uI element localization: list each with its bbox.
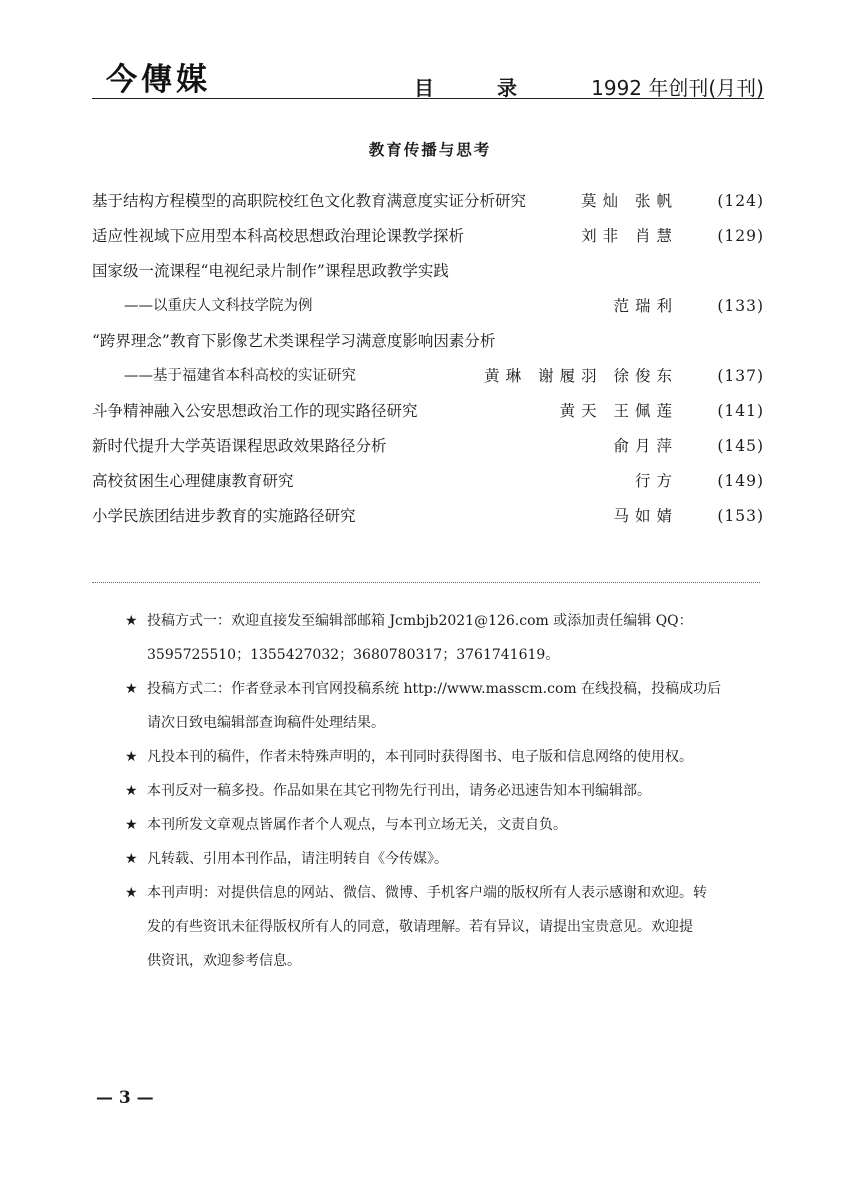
- article-subtitle-row: [92, 289, 764, 324]
- notice-item: [125, 672, 745, 740]
- notice-item: [125, 876, 745, 978]
- star-icon: ★: [125, 749, 138, 765]
- article-authors: 俞月萍: [613, 437, 678, 455]
- article-page: (133): [717, 297, 764, 315]
- article-page: (153): [717, 507, 764, 525]
- article-title: 国家级一流课程“电视纪录片制作”课程思政教学实践: [92, 262, 449, 280]
- notice-list: [125, 604, 745, 978]
- notice-line: 请次日致电编辑部查询稿件处理结果。: [147, 715, 385, 731]
- article-page: (137): [717, 367, 764, 385]
- notice-line: 本刊反对一稿多投。作品如果在其它刊物先行刊出，请务必迅速告知本刊编辑部。: [147, 783, 651, 799]
- article-page: (124): [717, 192, 764, 210]
- article-subtitle-row: [92, 359, 764, 394]
- star-icon: ★: [125, 851, 138, 867]
- article-row[interactable]: [92, 464, 764, 499]
- notice-line: 本刊声明：对提供信息的网站、微信、微博、手机客户端的版权所有人表示感谢和欢迎。转: [147, 885, 707, 901]
- article-authors: 黄天 王佩莲: [559, 402, 678, 420]
- section-title: 教育传播与思考: [368, 141, 492, 159]
- notice-line: 供资讯，欢迎参考信息。: [147, 953, 301, 969]
- article-row[interactable]: [92, 499, 764, 534]
- star-icon: ★: [125, 783, 138, 799]
- article-page: (129): [717, 227, 764, 245]
- article-page: (145): [717, 437, 764, 455]
- star-icon: ★: [125, 613, 138, 629]
- notice-item: [125, 774, 745, 808]
- notice-line: 3595725510；1355427032；3680780317；3761741619。: [147, 647, 560, 663]
- star-icon: ★: [125, 681, 138, 697]
- article-page: (141): [717, 402, 764, 420]
- article-subtitle: ——以重庆人文科技学院为例: [124, 298, 313, 314]
- dotted-divider: [92, 582, 760, 583]
- article-authors: 马如婧: [613, 507, 678, 525]
- article-title: 适应性视域下应用型本科高校思想政治理论课教学探析: [92, 227, 465, 245]
- notice-line: 凡投本刊的稿件，作者未特殊声明的，本刊同时获得图书、电子版和信息网络的使用权。: [147, 749, 693, 765]
- article-title: 基于结构方程模型的高职院校红色文化教育满意度实证分析研究: [92, 192, 527, 210]
- article-list: [92, 184, 764, 534]
- founded-note: 1992 年创刊(月刊): [591, 76, 764, 100]
- article-page: (149): [717, 472, 764, 490]
- star-icon: ★: [125, 817, 138, 833]
- article-subtitle: ——基于福建省本科高校的实证研究: [124, 368, 356, 384]
- article-row[interactable]: [92, 394, 764, 429]
- article-title: 高校贫困生心理健康教育研究: [92, 472, 294, 490]
- journal-logo: 今傳媒: [106, 62, 211, 98]
- article-row[interactable]: [92, 219, 764, 254]
- page-number: — 3 —: [96, 1088, 154, 1108]
- notice-line: 发的有些资讯未征得版权所有人的同意，敬请理解。若有异议，请提出宝贵意见。欢迎提: [147, 919, 693, 935]
- notice-item: [125, 842, 745, 876]
- article-authors: 黄琳 谢履羽 徐俊东: [484, 367, 678, 385]
- notice-item: [125, 808, 745, 842]
- star-icon: ★: [125, 885, 138, 901]
- notice-line: 凡转载、引用本刊作品，请注明转自《今传媒》。: [147, 851, 448, 867]
- notice-line: 投稿方式一：欢迎直接发至编辑部邮箱 Jcmbjb2021@126.com 或添加责任编辑 QQ：: [147, 613, 693, 629]
- notice-item: [125, 604, 745, 672]
- article-authors: 范瑞利: [613, 297, 678, 315]
- article-authors: 行方: [634, 472, 678, 490]
- article-authors: 莫灿 张帆: [581, 192, 678, 210]
- article-row[interactable]: [92, 254, 764, 289]
- notice-line: 本刊所发文章观点皆属作者个人观点，与本刊立场无关，文责自负。: [147, 817, 567, 833]
- notice-line: 投稿方式二：作者登录本刊官网投稿系统 http://www.masscm.com 在线投稿，投稿成功后: [147, 681, 722, 697]
- article-title: “跨界理念”教育下影像艺术类课程学习满意度影响因素分析: [92, 332, 496, 350]
- article-row[interactable]: [92, 324, 764, 359]
- article-title: 小学民族团结进步教育的实施路径研究: [92, 507, 356, 525]
- article-authors: 刘非 肖慧: [581, 227, 678, 245]
- article-row[interactable]: [92, 184, 764, 219]
- page-header: [92, 52, 764, 99]
- article-row[interactable]: [92, 429, 764, 464]
- article-title: 斗争精神融入公安思想政治工作的现实路径研究: [92, 402, 418, 420]
- notice-item: [125, 740, 745, 774]
- toc-title: 目 录: [414, 76, 545, 100]
- article-title: 新时代提升大学英语课程思政效果路径分析: [92, 437, 387, 455]
